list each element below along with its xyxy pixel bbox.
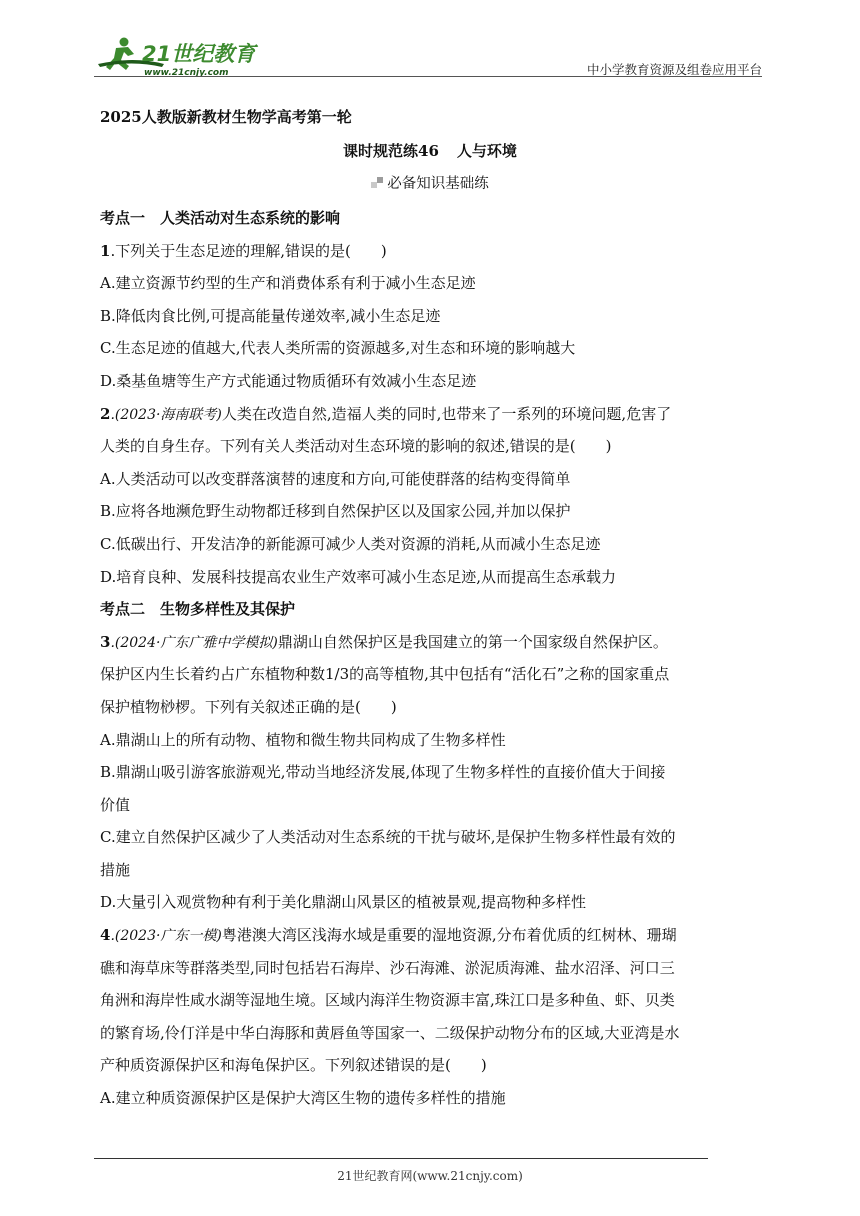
lesson-number: 课时规范练46 xyxy=(343,142,439,160)
logo-21-century-education xyxy=(94,34,264,80)
subsection-label: 必备知识基础练 xyxy=(387,176,489,192)
question-4-stem-cont: 角洲和海岸性咸水湖等湿地生境。区域内海洋生物资源丰富,珠江口是多种鱼、虾、贝类 xyxy=(100,991,675,1010)
q3-option-c: C.建立自然保护区减少了人类活动对生态系统的干扰与破坏,是保护生物多样性最有效的 xyxy=(100,828,676,847)
question-number: 3 xyxy=(100,632,111,651)
header-divider xyxy=(94,76,762,77)
subsection-heading xyxy=(0,172,860,193)
question-1-stem xyxy=(100,235,764,268)
question-text: 粤港澳大湾区浅海水域是重要的湿地资源,分布着优质的红树林、珊瑚 xyxy=(221,926,677,945)
q1-option-c: C.生态足迹的值越大,代表人类所需的资源越多,对生态和环境的影响越大 xyxy=(100,339,576,358)
q1-option-b: B.降低肉食比例,可提高能量传递效率,减小生态足迹 xyxy=(100,306,441,325)
question-3-stem-cont: 保护区内生长着约占广东植物种数1/3的高等植物,其中包括有“活化石”之称的国家重点 xyxy=(100,665,670,684)
q2-option-d: D.培育良种、发展科技提高农业生产效率可减小生态足迹,从而提高生态承载力 xyxy=(100,567,617,586)
lesson-title xyxy=(0,140,860,161)
logo-text: 21世纪教育 xyxy=(142,42,256,66)
footer-divider xyxy=(94,1158,708,1159)
lesson-topic: 人与环境 xyxy=(456,142,517,160)
q3-option-b: B.鼎湖山吸引游客旅游观光,带动当地经济发展,体现了生物多样性的直接价值大于间接 xyxy=(100,763,666,782)
question-text: 人类在改造自然,造福人类的同时,也带来了一系列的环境问题,危害了 xyxy=(221,404,672,423)
question-3-stem-cont: 保护植物桫椤。下列有关叙述正确的是( ) xyxy=(100,697,397,716)
page-footer: 21世纪教育网(www.21cnjy.com) xyxy=(337,1169,523,1183)
q2-option-c: C.低碳出行、开发洁净的新能源可减少人类对资源的消耗,从而减小生态足迹 xyxy=(100,534,601,553)
question-text: 鼎湖山自然保护区是我国建立的第一个国家级自然保护区。 xyxy=(277,632,668,651)
question-number: 1 xyxy=(100,241,111,260)
question-source: .(2024·广东广雅中学模拟) xyxy=(110,634,278,651)
q3-option-b-cont: 价值 xyxy=(100,795,131,814)
question-2-stem-cont: 人类的自身生存。下列有关人类活动对生态环境的影响的叙述,错误的是( ) xyxy=(100,437,612,456)
question-2-stem xyxy=(100,398,764,431)
q2-option-a: A.人类活动可以改变群落演替的速度和方向,可能使群落的结构变得简单 xyxy=(100,469,571,488)
question-4-stem-cont: 产种质资源保护区和海龟保护区。下列叙述错误的是( ) xyxy=(100,1056,487,1075)
question-source: .(2023·广东一模) xyxy=(110,928,222,945)
q2-option-b: B.应将各地濒危野生动物都迁移到自然保护区以及国家公园,并加以保护 xyxy=(100,502,571,521)
q4-option-a: A.建立种质资源保护区是保护大湾区生物的遗传多样性的措施 xyxy=(100,1089,506,1108)
q1-option-a: A.建立资源节约型的生产和消费体系有利于减小生态足迹 xyxy=(100,274,476,293)
logo-url: www.21cnjy.com xyxy=(144,68,229,78)
section-heading-2: 考点二 生物多样性及其保护 xyxy=(100,600,296,619)
header-platform-text: 中小学教育资源及组卷应用平台 xyxy=(586,62,762,77)
question-text: .下列关于生态足迹的理解,错误的是( ) xyxy=(110,241,387,260)
question-4-stem-cont: 的繁育场,伶仃洋是中华白海豚和黄唇鱼等国家一、二级保护动物分布的区域,大亚湾是水 xyxy=(100,1023,680,1042)
q3-option-d: D.大量引入观赏物种有利于美化鼎湖山风景区的植被景观,提高物种多样性 xyxy=(100,893,587,912)
question-source: .(2023·海南联考) xyxy=(110,406,222,423)
page-header xyxy=(94,34,762,80)
question-4-stem xyxy=(100,919,764,952)
section-heading-1: 考点一 人类活动对生态系统的影响 xyxy=(100,209,341,227)
question-4-stem-cont: 礁和海草床等群落类型,同时包括岩石海岸、沙石海滩、淤泥质海滩、盐水沼泽、河口三 xyxy=(100,958,675,977)
question-number: 2 xyxy=(100,404,111,423)
question-number: 4 xyxy=(100,926,111,945)
q3-option-c-cont: 措施 xyxy=(100,860,131,879)
q3-option-a: A.鼎湖山上的所有动物、植物和微生物共同构成了生物多样性 xyxy=(100,730,506,749)
q1-option-d: D.桑基鱼塘等生产方式能通过物质循环有效减小生态足迹 xyxy=(100,371,477,390)
question-3-stem xyxy=(100,626,764,659)
squares-icon xyxy=(371,177,383,189)
question-body xyxy=(100,202,764,1115)
document-title: 2025人教版新教材生物学高考第一轮 xyxy=(100,108,352,126)
